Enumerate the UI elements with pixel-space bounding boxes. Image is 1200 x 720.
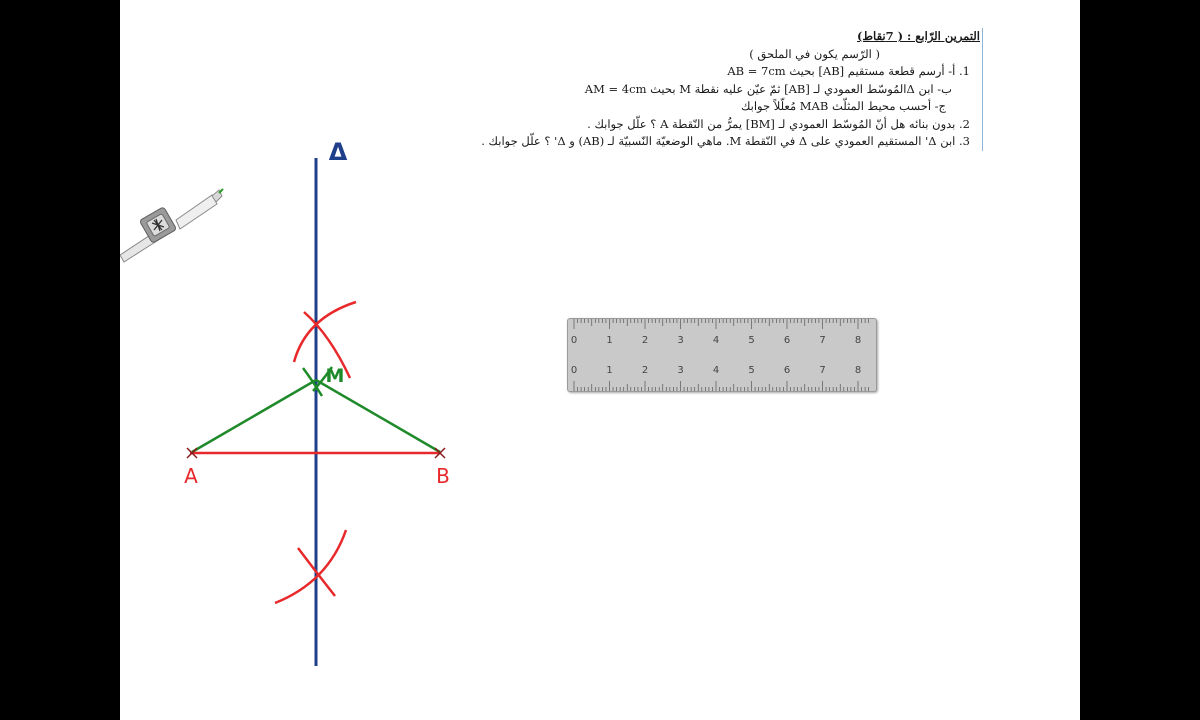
exercise-line-1c: ج- أحسب محيط المثلّث MAB مُعلّلاً جوابك bbox=[740, 99, 946, 113]
whiteboard-canvas[interactable] bbox=[120, 0, 1080, 720]
ruler-label-top: 0 bbox=[570, 335, 578, 346]
exercise-note: ( الرّسم يكون في الملحق ) bbox=[749, 46, 880, 61]
ruler-label-top: 7 bbox=[819, 335, 826, 346]
label-A: A bbox=[184, 464, 198, 488]
ruler-label-bottom: 8 bbox=[854, 365, 862, 376]
ruler-label-top: 8 bbox=[854, 335, 862, 346]
label-M: M bbox=[325, 365, 345, 387]
ruler-label-bottom: 4 bbox=[712, 365, 720, 376]
ruler-label-top: 4 bbox=[712, 335, 720, 346]
ruler-label-bottom: 5 bbox=[748, 365, 755, 376]
exercise-line-3: 3. ابن Δ' المستقيم العمودي على Δ في النّقطة M. ماهي الوضعيّة النّسبيّة لـ (AB) و Δ' ؟ علّل جوابك . bbox=[481, 134, 970, 148]
ruler-label-bottom: 1 bbox=[606, 365, 613, 376]
ruler-label-top: 2 bbox=[641, 335, 649, 346]
exercise-line-1b: ب- ابن Δالمُوسّط العمودي لـ [AB] ثمّ عيّن عليه نقطة M بحيث AM = 4cm bbox=[584, 81, 952, 96]
ruler-label-bottom: 2 bbox=[641, 365, 649, 376]
label-B: B bbox=[436, 464, 450, 488]
ruler-label-top: 6 bbox=[783, 335, 791, 346]
ruler-label-bottom: 0 bbox=[570, 365, 578, 376]
ruler-label-top: 5 bbox=[748, 335, 755, 346]
ruler-label-bottom: 6 bbox=[783, 365, 791, 376]
compass-arc-top-1 bbox=[294, 302, 356, 362]
ruler-label-top: 1 bbox=[606, 335, 613, 346]
ruler-label-top: 3 bbox=[677, 335, 684, 346]
ruler-scale bbox=[568, 319, 876, 391]
ruler-label-bottom: 3 bbox=[677, 365, 684, 376]
label-delta: Δ bbox=[328, 138, 348, 166]
ruler-tool[interactable] bbox=[567, 318, 877, 392]
ruler-label-bottom: 7 bbox=[819, 365, 826, 376]
segment-AM bbox=[192, 380, 316, 452]
exercise-line-2: 2. بدون بنائه هل أنّ المُوسّط العمودي لـ [BM] يمرُّ من النّقطة A ؟ علّل جوابك . bbox=[587, 116, 970, 131]
exercise-line-1a: 1. أ- أرسم قطعة مستقيم [AB] بحيث AB = 7cm bbox=[727, 64, 970, 78]
exercise-title: التمرين الرّابع : ( 7نقاط) bbox=[856, 29, 980, 43]
segment-BM bbox=[316, 380, 440, 452]
compass-tool-icon[interactable] bbox=[120, 189, 223, 262]
